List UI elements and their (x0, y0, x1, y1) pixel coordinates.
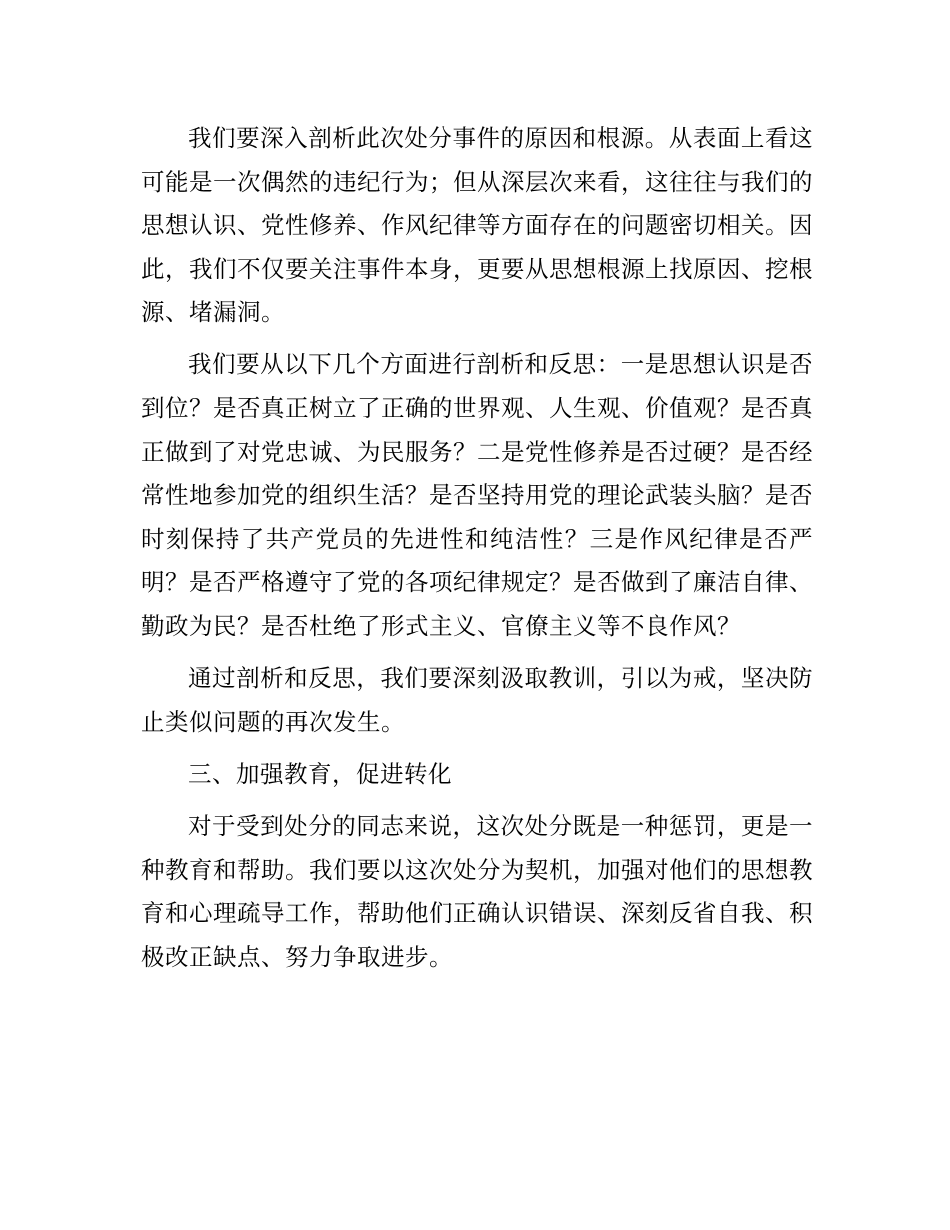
paragraph-reflection-points: 我们要从以下几个方面进行剖析和反思：一是思想认识是否到位？是否真正树立了正确的世界观、人生观、价值观？是否真正做到了对党忠诚、为民服务？二是党性修养是否过硬？是否经常性地参加党的组织生活？是否坚持用党的理论武装头脑？是否时刻保持了共产党员的先进性和纯洁性？三是作风纪律是否严明？是否严格遵守了党的各项纪律规定？是否做到了廉洁自律、勤政为民？是否杜绝了形式主义、官僚主义等不良作风？ (141, 350, 813, 641)
paragraph-education-help: 对于受到处分的同志来说，这次处分既是一种惩罚，更是一种教育和帮助。我们要以这次处分为契机，加强对他们的思想教育和心理疏导工作，帮助他们正确认识错误、深刻反省自我、积极改正缺点、努力争取进步。 (141, 811, 813, 971)
section-heading-education: 三、加强教育，促进转化 (188, 759, 452, 788)
paragraph-root-cause-analysis: 我们要深入剖析此次处分事件的原因和根源。从表面上看这可能是一次偶然的违纪行为；但从深层次来看，这往往与我们的思想认识、党性修养、作风纪律等方面存在的问题密切相关。因此，我们不仅要关注事件本身，更要从思想根源上找原因、挖根源、堵漏洞。 (141, 124, 813, 327)
paragraph-lessons-learned: 通过剖析和反思，我们要深刻汲取教训，引以为戒，坚决防止类似问题的再次发生。 (141, 664, 813, 736)
document-body (141, 117, 813, 988)
